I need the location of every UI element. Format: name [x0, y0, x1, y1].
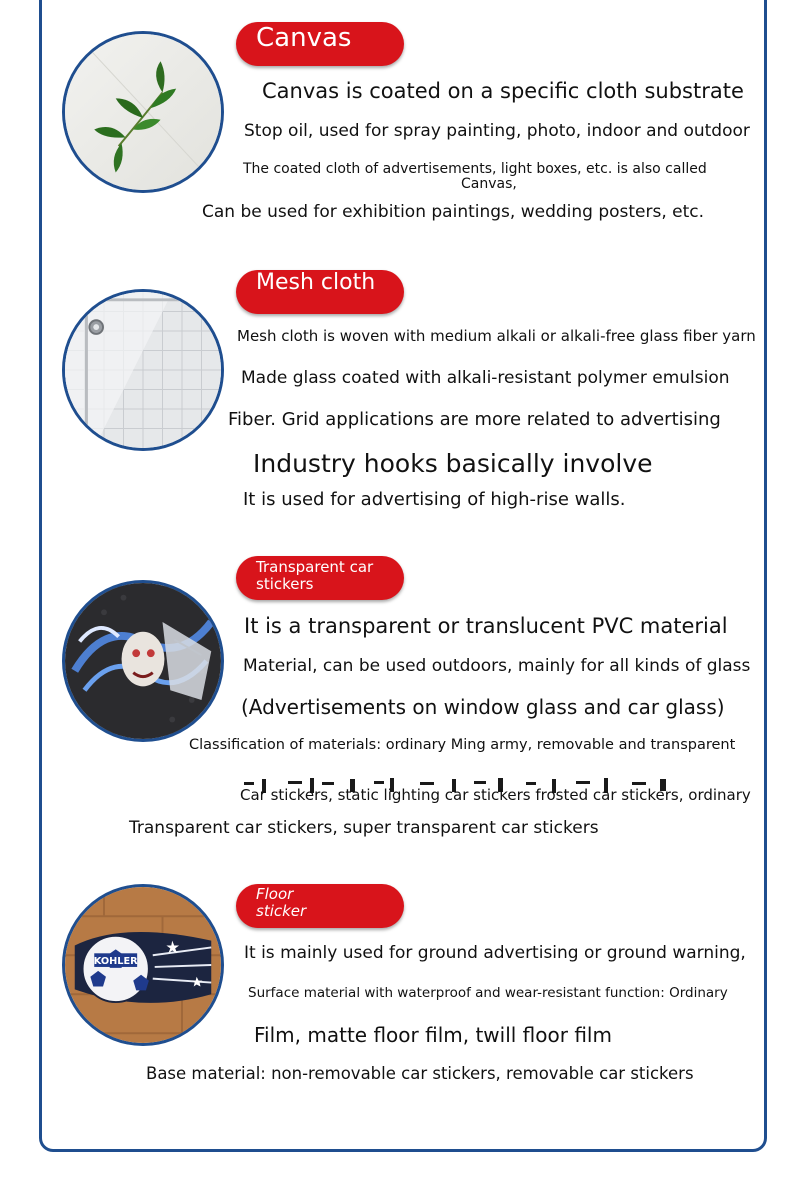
floor-text-3: Film, matte floor film, twill floor film	[254, 1023, 612, 1047]
mesh-text-4: Industry hooks basically involve	[253, 449, 653, 478]
car-sticker-text-1: It is a transparent or translucent PVC material	[244, 614, 728, 638]
printed-sticker-icon	[65, 583, 221, 739]
canvas-text-3: The coated cloth of advertisements, light boxes, etc. is also called	[243, 161, 707, 177]
floor-text-1: It is mainly used for ground advertising or ground warning,	[244, 943, 746, 963]
mesh-text-1: Mesh cloth is woven with medium alkali or alkali-free glass fiber yarn	[237, 327, 756, 345]
canvas-image	[62, 31, 224, 193]
section-title-floor-sticker: Floor sticker	[236, 884, 404, 928]
mesh-text-2: Made glass coated with alkali-resistant polymer emulsion	[241, 368, 730, 388]
canvas-text-4: Canvas,	[461, 176, 517, 192]
leaf-icon	[65, 34, 221, 190]
floor-text-2: Surface material with waterproof and wear-resistant function: Ordinary	[248, 985, 728, 1001]
section-title-canvas: Canvas	[236, 22, 404, 66]
section-title-mesh-cloth: Mesh cloth	[236, 270, 404, 314]
mesh-banner-icon	[65, 292, 221, 448]
car-sticker-text-6: Transparent car stickers, super transparent car stickers	[129, 818, 599, 838]
car-sticker-text-3: (Advertisements on window glass and car glass)	[241, 695, 725, 719]
canvas-text-2: Stop oil, used for spray painting, photo, indoor and outdoor	[244, 121, 750, 141]
canvas-text-5: Can be used for exhibition paintings, wedding posters, etc.	[202, 202, 705, 222]
car-sticker-text-5: Car stickers, static lighting car stickers frosted car stickers, ordinary	[240, 786, 751, 804]
floor-text-4: Base material: non-removable car stickers, removable car stickers	[146, 1064, 694, 1083]
mesh-cloth-image	[62, 289, 224, 451]
car-sticker-text-4: Classification of materials: ordinary Ming army, removable and transparent	[189, 737, 736, 753]
section-title-transparent-car-stickers: Transparent car stickers	[236, 556, 404, 600]
mesh-text-5: It is used for advertising of high-rise walls.	[243, 489, 626, 510]
ball-brand-text: KOHLER	[93, 956, 138, 968]
mesh-text-3: Fiber. Grid applications are more related to advertising	[228, 409, 721, 430]
floor-sticker-image	[62, 884, 224, 1046]
canvas-text-1: Canvas is coated on a specific cloth substrate	[262, 79, 744, 103]
car-sticker-text-2: Material, can be used outdoors, mainly for all kinds of glass	[243, 656, 751, 676]
soccer-ball-icon	[65, 887, 221, 1043]
car-sticker-image	[62, 580, 224, 742]
